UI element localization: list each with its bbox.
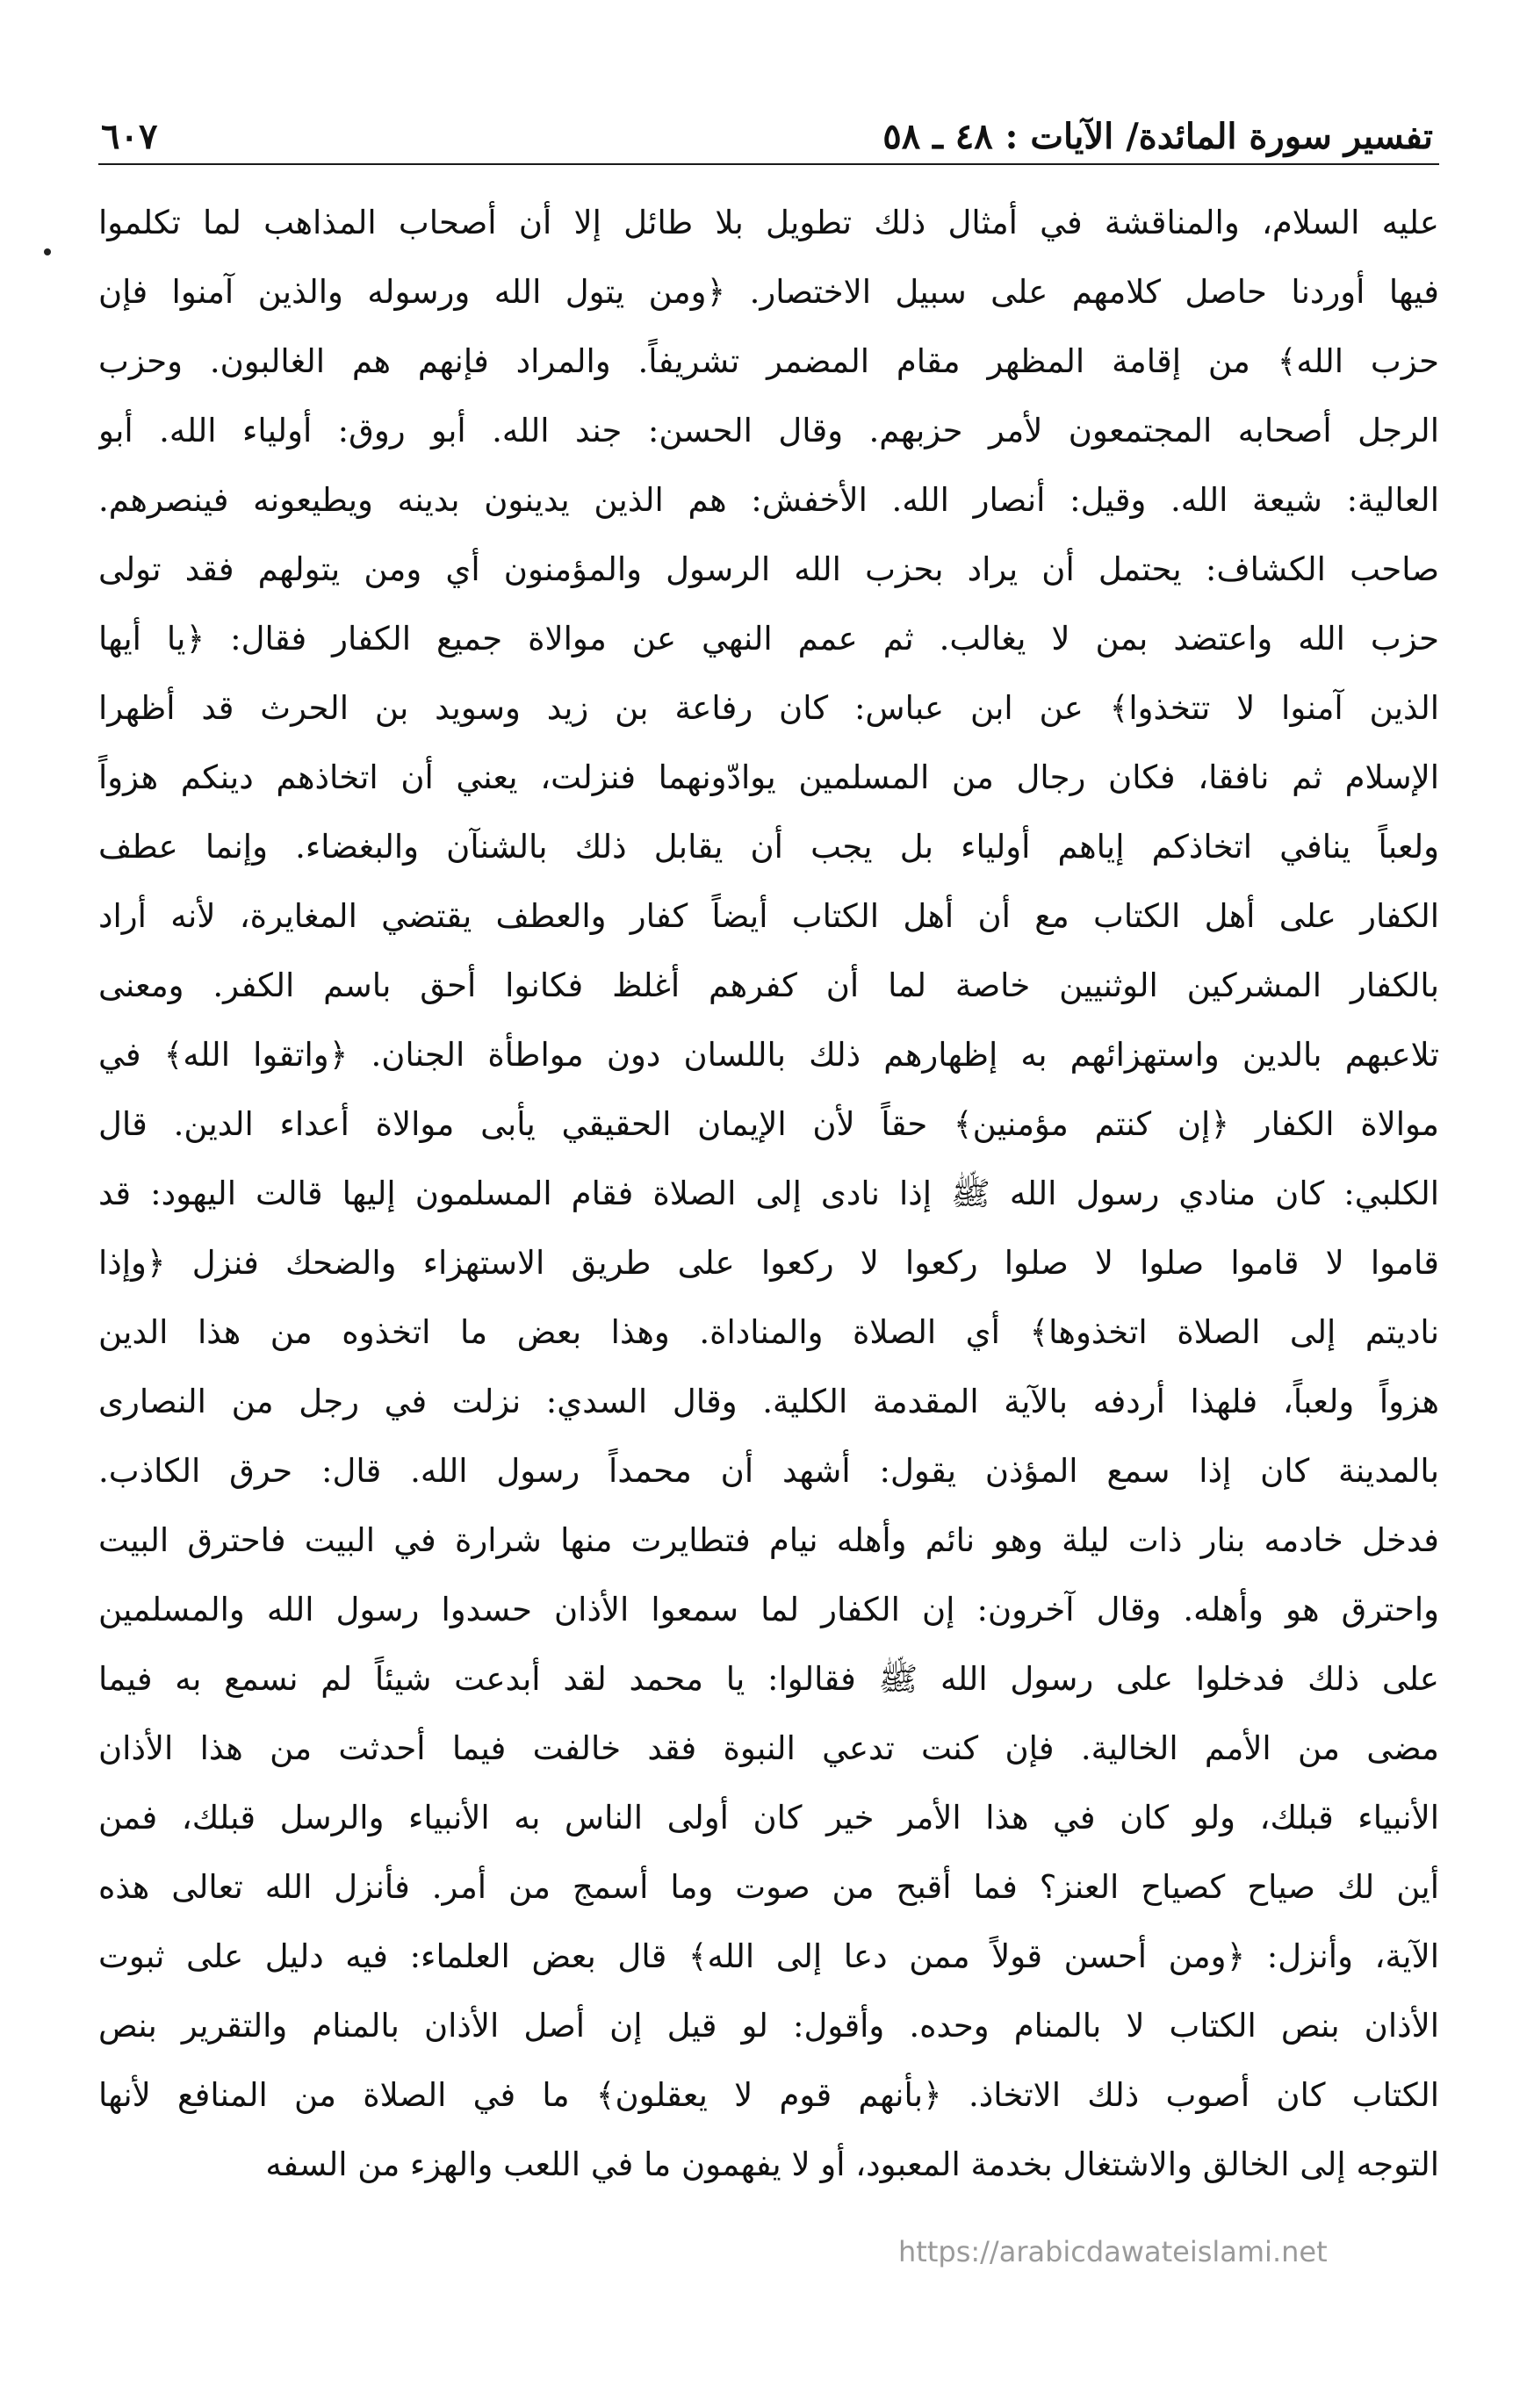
running-header [101,104,1433,155]
text-line: صاحب الكشاف: يحتمل أن يراد بحزب الله الرسول والمؤمنون أي ومن يتولهم فقد تولى [98,550,1439,588]
text-line: على ذلك فدخلوا على رسول الله ﷺ فقالوا: يا محمد لقد أبدعت شيئاً لم نسمع به فيما [98,1660,1439,1698]
text-line: الكتاب كان أصوب ذلك الاتخاذ. ﴿بأنهم قوم لا يعقلون﴾ ما في الصلاة من المنافع لأنها [98,2076,1439,2114]
text-line: الأذان بنص الكتاب لا بالمنام وحده. وأقول: لو قيل إن أصل الأذان بالمنام والتقرير بنص [98,2007,1439,2045]
text-line: مضى من الأمم الخالية. فإن كنت تدعي النبوة فقد خالفت فيما أحدثت من هذا الأذان [98,1729,1439,1767]
text-line: الكفار على أهل الكتاب مع أن أهل الكتاب أيضاً كفار والعطف يقتضي المغايرة، لأنه أراد [98,897,1439,935]
text-line: فدخل خادمه بنار ذات ليلة وهو نائم وأهله نيام فتطايرت منها شرارة في البيت فاحترق البيت [98,1521,1439,1559]
watermark-url: https://arabicdawateislami.net [898,2235,1328,2268]
text-line: الرجل أصحابه المجتمعون لأمر حزبهم. وقال الحسن: جند الله. أبو روق: أولياء الله. أبو [98,412,1439,449]
text-line: بالكفار المشركين الوثنيين خاصة لما أن كفرهم أغلظ فكانوا أحق باسم الكفر. ومعنى [98,967,1439,1004]
text-line: أين لك صياح كصياح العنز؟ فما أقبح من صوت وما أسمج من أمر. فأنزل الله تعالى هذه [98,1868,1439,1906]
header-divider [98,163,1439,165]
text-line: هزواً ولعباً، فلهذا أردفه بالآية المقدمة الكلية. وقال السدي: نزلت في رجل من النصارى [98,1383,1439,1420]
text-line: عليه السلام، والمناقشة في أمثال ذلك تطويل بلا طائل إلا أن أصحاب المذاهب لما تكلموا [98,204,1439,241]
text-line: ناديتم إلى الصلاة اتخذوها﴾ أي الصلاة والمناداة. وهذا بعض ما اتخذوه من هذا الدين [98,1313,1439,1351]
text-line: حزب الله واعتضد بمن لا يغالب. ثم عمم النهي عن موالاة جميع الكفار فقال: ﴿يا أيها [98,620,1439,658]
text-line: الإسلام ثم نافقا، فكان رجال من المسلمين يوادّونهما فنزلت، يعني أن اتخاذهم دينكم هزواً [98,758,1439,796]
body-text [98,188,1439,2199]
text-line: ولعباً ينافي اتخاذكم إياهم أولياء بل يجب أن يقابل ذلك بالشنآن والبغضاء. وإنما عطف [98,828,1439,866]
text-line: واحترق هو وأهله. وقال آخرون: إن الكفار لما سمعوا الأذان حسدوا رسول الله والمسلمين [98,1591,1439,1628]
text-line: الذين آمنوا لا تتخذوا﴾ عن ابن عباس: كان رفاعة بن زيد وسويد بن الحرث قد أظهرا [98,689,1439,727]
text-line: الأنبياء قبلك، ولو كان في هذا الأمر خير كان أولى الناس به الأنبياء والرسل قبلك، فمن [98,1799,1439,1837]
margin-dot [44,248,51,255]
text-line: تلاعبهم بالدين واستهزائهم به إظهارهم ذلك باللسان دون مواطأة الجنان. ﴿واتقوا الله﴾ في [98,1036,1439,1074]
text-line: الكلبي: كان منادي رسول الله ﷺ إذا نادى إلى الصلاة فقام المسلمون إليها قالت اليهود: قد [98,1175,1439,1212]
text-line: العالية: شيعة الله. وقيل: أنصار الله. الأخفش: هم الذين يدينون بدينه ويطيعونه فينصرهم. [98,481,1439,519]
text-line: التوجه إلى الخالق والاشتغال بخدمة المعبود، أو لا يفهمون ما في اللعب والهزء من السفه [265,2146,1439,2183]
page-number: ٦٠٧ [101,116,158,157]
text-line: قاموا لا قاموا صلوا لا صلوا ركعوا لا ركعوا على طريق الاستهزاء والضحك فنزل ﴿وإذا [98,1244,1439,1282]
running-header-title: تفسير سورة المائدة/ الآيات : ٤٨ ـ ٥٨ [882,116,1433,157]
text-line: حزب الله﴾ من إقامة المظهر مقام المضمر تشريفاً. والمراد فإنهم هم الغالبون. وحزب [98,342,1439,380]
text-line: الآية، وأنزل: ﴿ومن أحسن قولاً ممن دعا إلى الله﴾ قال بعض العلماء: فيه دليل على ثبوت [98,1937,1439,1975]
text-line: بالمدينة كان إذا سمع المؤذن يقول: أشهد أن محمداً رسول الله. قال: حرق الكاذب. [98,1452,1439,1490]
text-line: فيها أوردنا حاصل كلامهم على سبيل الاختصار. ﴿ومن يتول الله ورسوله والذين آمنوا فإن [98,273,1439,311]
text-line: موالاة الكفار ﴿إن كنتم مؤمنين﴾ حقاً لأن الإيمان الحقيقي يأبى موالاة أعداء الدين. قال [98,1105,1439,1143]
